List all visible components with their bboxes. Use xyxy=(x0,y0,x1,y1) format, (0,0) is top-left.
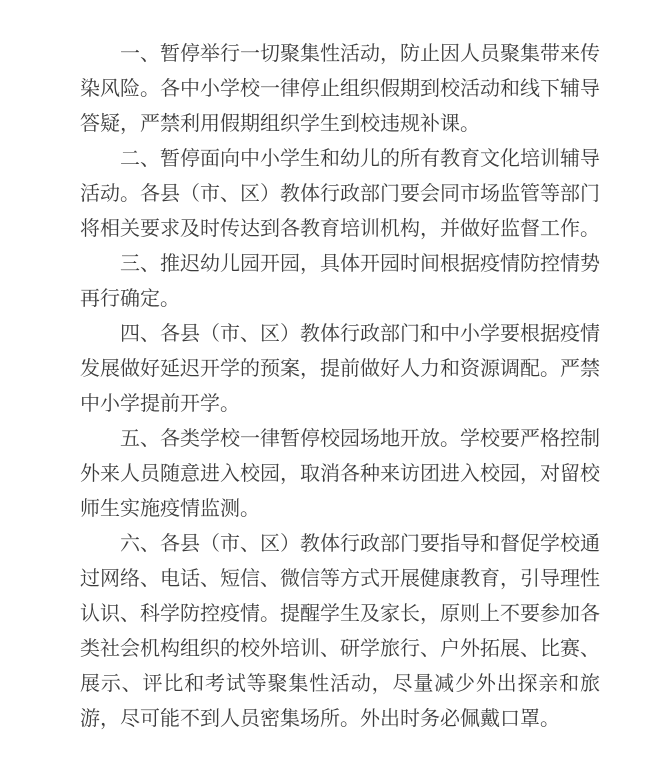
document-body xyxy=(80,37,600,737)
paragraph-item-1: 一、暂停举行一切聚集性活动，防止因人员聚集带来传染风险。各中小学校一律停止组织假期到校活动和线下辅导答疑，严禁利用假期组织学生到校违规补课。 xyxy=(80,43,600,135)
paragraph-item-2: 二、暂停面向中小学生和幼儿的所有教育文化培训辅导活动。各县（市、区）教体行政部门要会同市场监管等部门将相关要求及时传达到各教育培训机构，并做好监督工作。 xyxy=(80,148,600,240)
paragraph-item-6: 六、各县（市、区）教体行政部门要指导和督促学校通过网络、电话、短信、微信等方式开展健康教育，引导理性认识、科学防控疫情。提醒学生及家长，原则上不要参加各类社会机构组织的校外培训、研学旅行、户外拓展、比赛、展示、评比和考试等聚集性活动，尽量减少外出探亲和旅游，尽可能不到人员密集场所。外出时务必佩戴口罩。 xyxy=(80,533,600,730)
paragraph-item-3: 三、推迟幼儿园开园，具体开园时间根据疫情防控情势再行确定。 xyxy=(80,253,600,310)
paragraph-item-4: 四、各县（市、区）教体行政部门和中小学要根据疫情发展做好延迟开学的预案，提前做好人力和资源调配。严禁中小学提前开学。 xyxy=(80,323,600,415)
paragraph-item-5: 五、各类学校一律暂停校园场地开放。学校要严格控制外来人员随意进入校园，取消各种来访团进入校园，对留校师生实施疫情监测。 xyxy=(80,428,600,520)
